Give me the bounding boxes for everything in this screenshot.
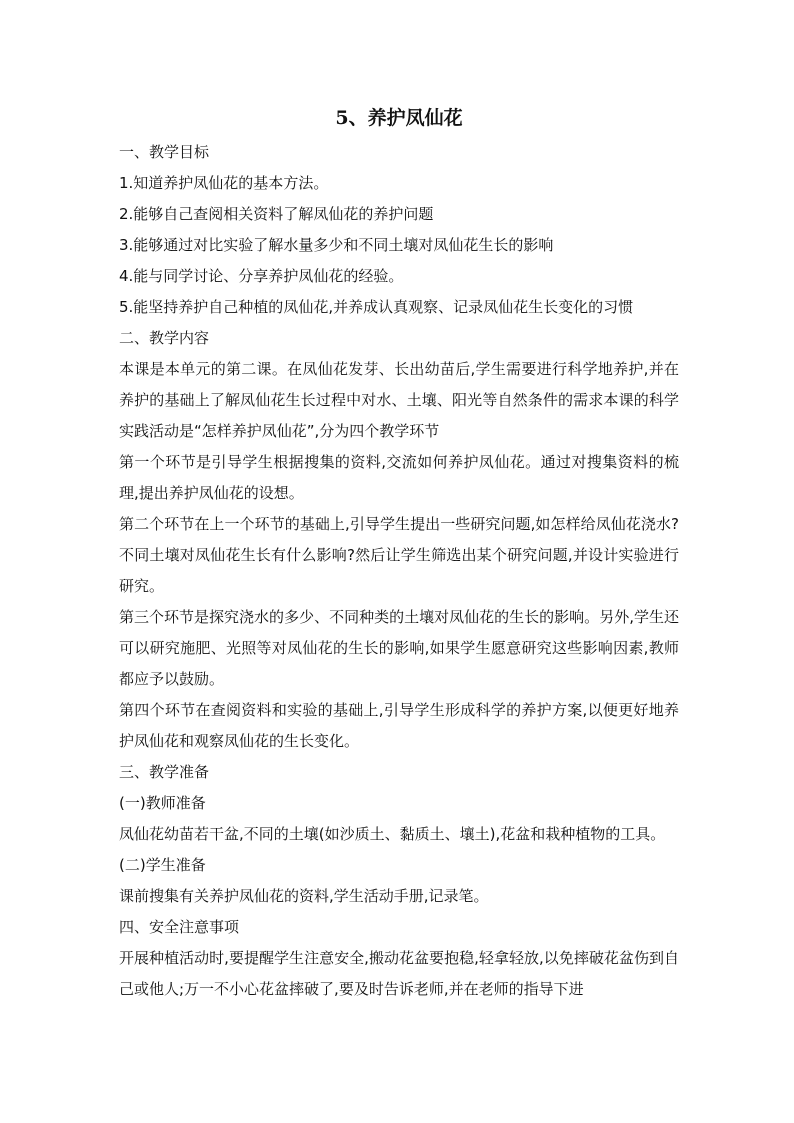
subheading-student-preparation: (二)学生准备 <box>119 856 206 874</box>
goal-item-4: 4.能与同学讨论、分享养护凤仙花的经验。 <box>119 267 404 285</box>
content-paragraph-step-3: 第三个环节是探究浇水的多少、不同种类的土壤对凤仙花的生长的影响。另外,学生还可以研究施肥、光照等对凤仙花的生长的影响,如果学生愿意研究这些影响因素,教师都应予以鼓励。 <box>119 608 679 688</box>
goal-item-1: 1.知道养护凤仙花的基本方法。 <box>119 174 329 192</box>
goal-item-3: 3.能够通过对比实验了解水量多少和不同土壤对凤仙花生长的影响 <box>119 236 554 254</box>
section-heading-teaching-content: 二、教学内容 <box>119 329 210 347</box>
teacher-preparation-text: 凤仙花幼苗若干盆,不同的土壤(如沙质土、黏质土、壤土),花盆和栽种植物的工具。 <box>119 825 666 843</box>
content-paragraph-step-1: 第一个环节是引导学生根据搜集的资料,交流如何养护凤仙花。通过对搜集资料的梳理,提出养护凤仙花的设想。 <box>119 453 679 502</box>
section-heading-teaching-preparation: 三、教学准备 <box>119 763 210 781</box>
section-heading-safety-notes: 四、安全注意事项 <box>119 918 240 936</box>
goal-item-5: 5.能坚持养护自己种植的凤仙花,并养成认真观察、记录凤仙花生长变化的习惯 <box>119 298 634 316</box>
content-paragraph-step-4: 第四个环节在查阅资料和实验的基础上,引导学生形成科学的养护方案,以便更好地养护凤仙花和观察凤仙花的生长变化。 <box>119 701 679 750</box>
document-title: 5、养护凤仙花 <box>335 107 463 129</box>
student-preparation-text: 课前搜集有关养护凤仙花的资料,学生活动手册,记录笔。 <box>119 887 489 905</box>
safety-notes-text: 开展种植活动时,要提醒学生注意安全,搬动花盆要抱稳,轻拿轻放,以免摔破花盆伤到自己或他人;万一不小心花盆摔破了,要及时告诉老师,并在老师的指导下进 <box>119 949 679 998</box>
subheading-teacher-preparation: (一)教师准备 <box>119 794 206 812</box>
goal-item-2: 2.能够自己查阅相关资料了解凤仙花的养护问题 <box>119 205 434 223</box>
document-page <box>119 104 679 1005</box>
content-paragraph-intro: 本课是本单元的第二课。在凤仙花发芽、长出幼苗后,学生需要进行科学地养护,并在养护的基础上了解凤仙花生长过程中对水、土壤、阳光等自然条件的需求本课的科学实践活动是“怎样养护凤仙花”,分为四个教学环节 <box>119 360 679 440</box>
section-heading-teaching-goals: 一、教学目标 <box>119 143 210 161</box>
content-paragraph-step-2: 第二个环节在上一个环节的基础上,引导学生提出一些研究问题,如怎样给凤仙花浇水?不同土壤对凤仙花生长有什么影响?然后让学生筛选出某个研究问题,并设计实验进行研究。 <box>119 515 679 595</box>
